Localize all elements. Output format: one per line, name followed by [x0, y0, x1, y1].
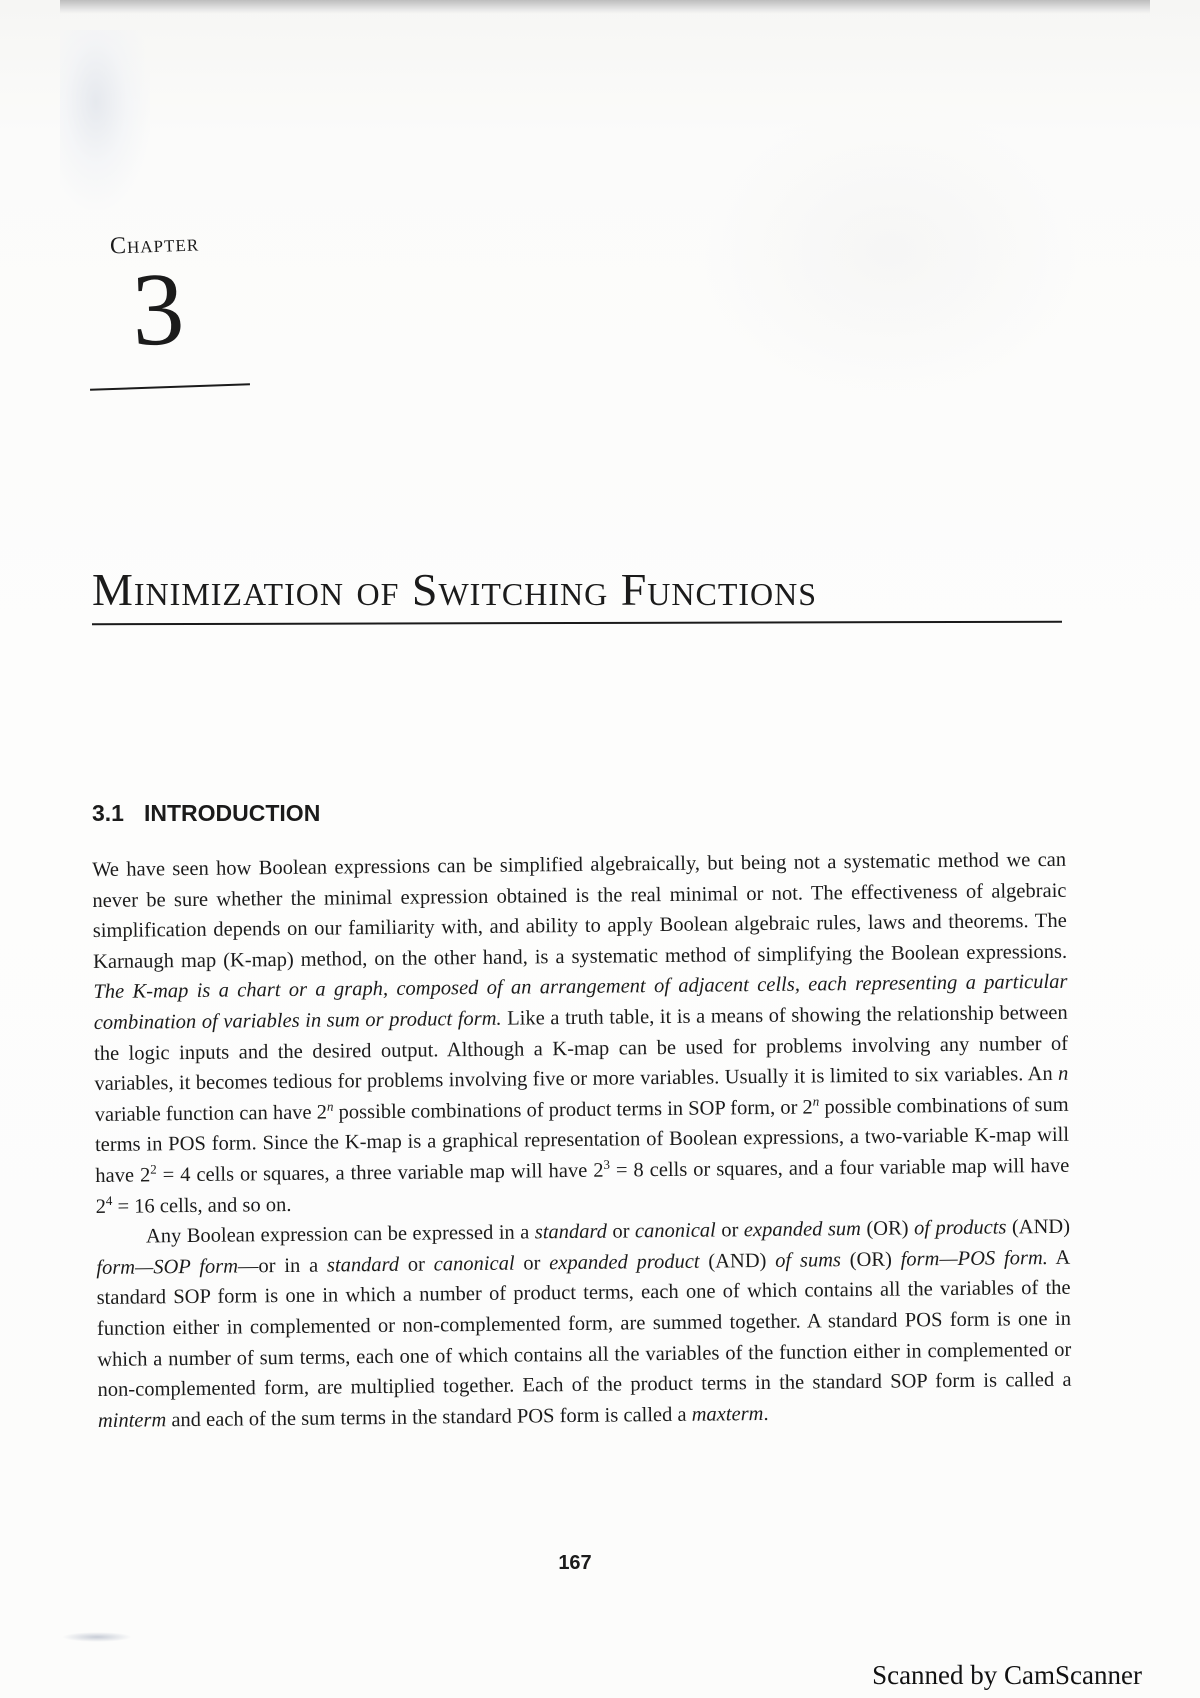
paragraph — [92, 845, 1070, 1222]
chapter-title: Minimization of Switching Functions — [92, 564, 818, 615]
italic-run: expanded product — [549, 1250, 700, 1274]
text-run: (OR) — [860, 1217, 915, 1241]
section-heading — [92, 800, 320, 827]
show-through-bleed — [700, 100, 1080, 400]
text-run: . — [763, 1402, 769, 1425]
text-run: and each of the sum terms in the standard POS form is called a — [166, 1403, 692, 1431]
scan-shadow — [60, 30, 150, 210]
italic-run: form—POS form. — [900, 1246, 1048, 1271]
text-run: = 16 cells, and so on. — [112, 1193, 292, 1218]
italic-run: of sums — [775, 1248, 842, 1272]
text-run: —or in a — [237, 1254, 328, 1278]
text-run: possible combinations of product terms in SOP form, or 2 — [333, 1096, 813, 1124]
text-run: possible combinations of sum terms in POS form. Since the K-map is a graphical representation of Boolean expressions, a two-variable K-map will have 2 — [94, 1093, 1070, 1187]
superscript: n — [812, 1093, 820, 1109]
italic-run: minterm — [97, 1408, 167, 1432]
superscript: 4 — [105, 1192, 113, 1208]
superscript: 3 — [603, 1156, 611, 1172]
text-run: (AND) — [1006, 1215, 1071, 1239]
italic-run: form—SOP form — [96, 1255, 239, 1279]
italic-run: n — [1057, 1062, 1069, 1086]
text-run: A standard SOP form is one in which a number of product terms, each one of which contains all the variables of the function either in complemented or non-complemented form, are summed together. A standard POS form is one in which a number of sum terms, each one of which contains all the variables of the function either in complemented or non-complemented form, are multiplied together. Each of the product terms in the standard SOP form is called a — [96, 1246, 1072, 1402]
chapter-label: Chapter — [109, 230, 200, 260]
italic-run: maxterm — [691, 1402, 764, 1426]
italic-run: standard — [326, 1253, 400, 1277]
text-run: = 8 cells or squares, and a four variable map will have 2 — [95, 1154, 1070, 1218]
italic-run: expanded sum — [743, 1218, 862, 1242]
text-run: = 4 cells or squares, a three variable map will have 2 — [156, 1159, 604, 1187]
chapter-rule — [90, 383, 250, 391]
italic-run: canonical — [634, 1219, 716, 1243]
paragraph — [96, 1212, 1072, 1436]
text-run: Like a truth table, it is a means of showing the relationship between the logic inputs and the desired output. Although a K-map can be used for problems involving any number of variables, it becomes tedious for problems involving five or more variables. Usually it is limited to six variables. An — [93, 1001, 1069, 1096]
section-number: 3.1 — [92, 800, 124, 826]
superscript: 2 — [150, 1161, 157, 1177]
text-run: (AND) — [699, 1249, 776, 1273]
italic-run: canonical — [433, 1252, 515, 1276]
italic-run: standard — [534, 1220, 608, 1244]
text-run: or — [398, 1253, 434, 1276]
section-title: INTRODUCTION — [143, 800, 321, 826]
italic-run: The K-map is a chart or a graph, composed of an arrangement of adjacent cells, each representing a particular combination of variables in sum or product form. — [93, 971, 1068, 1034]
italic-run: of products — [913, 1216, 1007, 1240]
page-edge-shadow — [60, 0, 1150, 14]
text-run: or — [715, 1219, 744, 1242]
text-run: Any Boolean expression can be expressed in a — [145, 1221, 535, 1248]
text-run: or — [514, 1251, 550, 1275]
text-run: variable function can have 2 — [94, 1101, 328, 1126]
page-number: 167 — [558, 1552, 592, 1574]
text-run: or — [606, 1220, 636, 1243]
text-run: We have seen how Boolean expressions can be simplified algebraically, but being not a systematic method we can never be sure whether the minimal expression obtained is the real minimal or not. The effectiveness of algebraic simplification depends on our familiarity with, and ability to apply Boolean algebraic rules, laws and theorems. The Karnaugh map (K-map) method, on the other hand, is a systematic method of simplifying the Boolean expressions. — [92, 848, 1068, 973]
chapter-number: 3 — [129, 251, 186, 368]
text-run: (OR) — [840, 1248, 901, 1271]
scan-smudge — [62, 1632, 132, 1642]
body-text — [92, 845, 1072, 1436]
superscript: n — [326, 1098, 334, 1114]
title-rule — [92, 621, 1062, 626]
scanner-watermark: Scanned by CamScanner — [872, 1660, 1142, 1690]
